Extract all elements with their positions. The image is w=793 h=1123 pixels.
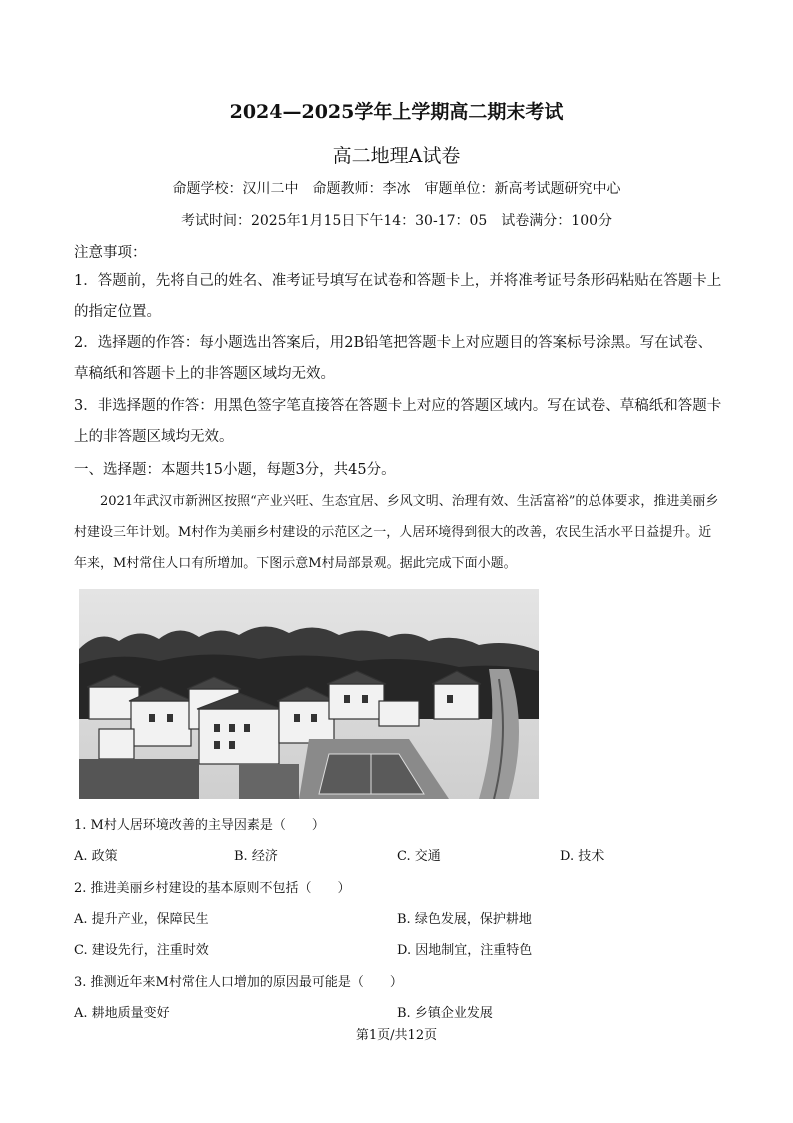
exam-title: 2024—2025学年上学期高二期末考试: [229, 101, 564, 123]
exam-meta-line2: 考试时间：2025年1月15日下午14：30-17：05 试卷满分：100分: [180, 213, 613, 229]
exam-subtitle: 高二地理A试卷: [332, 145, 461, 167]
question-1-option-a[interactable]: A. 政策: [74, 849, 118, 864]
question-2-option-d[interactable]: D. 因地制宜，注重特色: [397, 943, 533, 958]
note-item-1: 1．答题前，先将自己的姓名、准考证号填写在试卷和答题卡上，并将准考证号条形码粘贴在答题卡上的指定位置。: [74, 273, 722, 320]
note-item-3: 3．非选择题的作答：用黑色签字笔直接答在答题卡上对应的答题区域内。写在试卷、草稿纸和答题卡上的非答题区域均无效。: [74, 398, 722, 445]
question-1-stem: 1. M村人居环境改善的主导因素是（ ）: [74, 818, 325, 833]
question-2-option-b[interactable]: B. 绿色发展，保护耕地: [397, 912, 532, 927]
note-item-2: 2．选择题的作答：每小题选出答案后，用2B铅笔把答题卡上对应题目的答案标号涂黑。写在试卷、草稿纸和答题卡上的非答题区域均无效。: [74, 335, 713, 382]
notes-heading: 注意事项：: [74, 245, 147, 261]
page-number: 第1页/共12页: [355, 1028, 438, 1043]
question-1-option-d[interactable]: D. 技术: [560, 849, 605, 864]
question-2-option-a[interactable]: A. 提升产业，保障民生: [74, 912, 209, 927]
village-landscape-photo: [79, 589, 539, 799]
question-3-option-a[interactable]: A. 耕地质量变好: [74, 1006, 170, 1021]
question-3-stem: 3. 推测近年来M村常住人口增加的原因最可能是（ ）: [74, 975, 403, 990]
question-1-option-b[interactable]: B. 经济: [234, 849, 278, 864]
exam-meta-line1: 命题学校：汉川二中 命题教师：李冰 审题单位：新高考试题研究中心: [172, 181, 621, 197]
question-1-option-c[interactable]: C. 交通: [397, 849, 441, 864]
question-2-option-c[interactable]: C. 建设先行，注重时效: [74, 943, 209, 958]
section-heading: 一、选择题：本题共15小题，每题3分，共45分。: [74, 462, 396, 478]
passage-text: 2021年武汉市新洲区按照“产业兴旺、生态宜居、乡风文明、治理有效、生活富裕”的总体要求，推进美丽乡村建设三年计划。M村作为美丽乡村建设的示范区之一，人居环境得到很大的改善，农民生活水平日益提升。近年来，M村常住人口有所增加。下图示意M村局部景观。据此完成下面小题。: [74, 494, 719, 571]
question-3-option-b[interactable]: B. 乡镇企业发展: [397, 1006, 493, 1021]
question-2-stem: 2. 推进美丽乡村建设的基本原则不包括（ ）: [74, 881, 351, 896]
